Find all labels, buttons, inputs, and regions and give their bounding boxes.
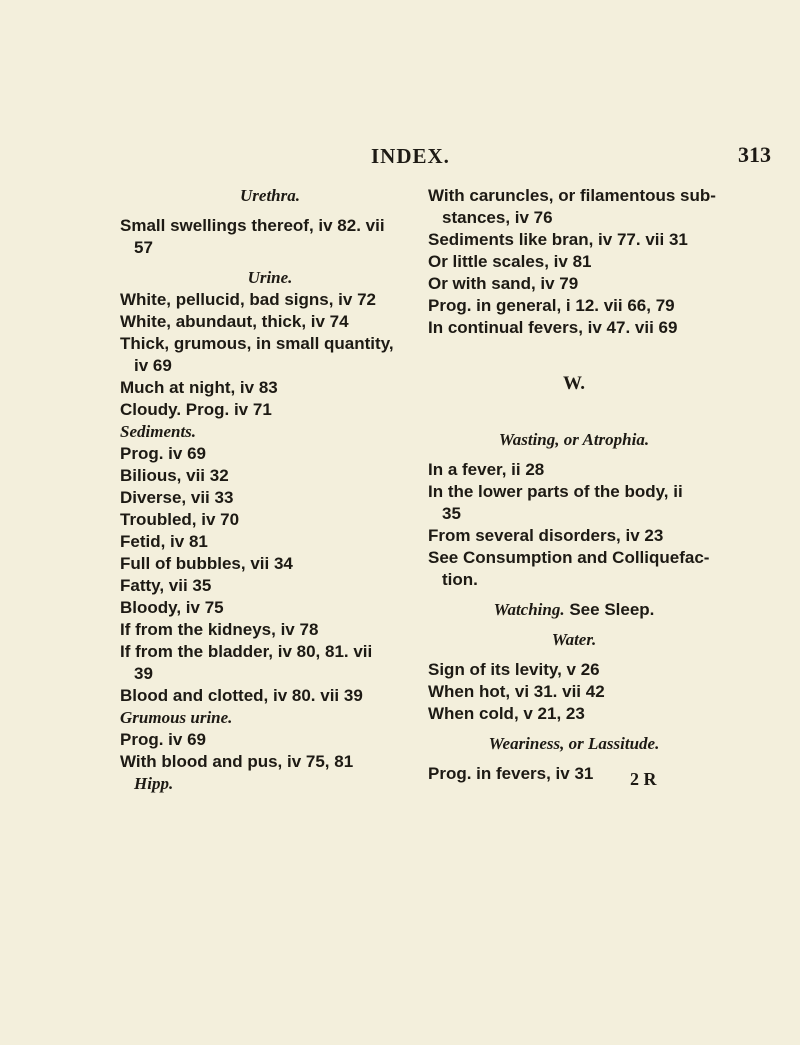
section-heading: Urethra. [240, 186, 300, 205]
index-entry: See Consumption and Colliquefac- [428, 548, 710, 567]
index-entry: In the lower parts of the body, ii [428, 482, 683, 501]
index-entry-continued: iv 69 [134, 356, 172, 375]
index-entry: Prog. in fevers, iv 31 [428, 764, 594, 783]
left-column [120, 185, 420, 795]
index-entry-continued: 39 [134, 664, 153, 683]
section-heading: Urine. [247, 268, 293, 287]
index-entry: With caruncles, or filamentous sub- [428, 186, 716, 205]
index-entry-continued: tion. [442, 570, 478, 589]
index-entry: Cloudy. Prog. iv 71 [120, 400, 272, 419]
page-number: 313 [738, 142, 771, 167]
letter-heading: W. [562, 373, 585, 394]
index-entry: Blood and clotted, iv 80. vii 39 [120, 686, 363, 705]
index-entry: Full of bubbles, vii 34 [120, 554, 293, 573]
index-entry: Troubled, iv 70 [120, 510, 240, 529]
section-heading: Watching. [493, 600, 565, 619]
index-entry: Fatty, vii 35 [120, 576, 212, 595]
right-column [428, 185, 720, 785]
index-entry: In continual fevers, iv 47. vii 69 [428, 318, 678, 337]
index-entry: Fetid, iv 81 [120, 532, 208, 551]
subsection-heading: Sediments. [120, 422, 197, 441]
index-entry: When cold, v 21, 23 [428, 704, 585, 723]
index-entry: Prog. iv 69 [120, 444, 206, 463]
index-entry: Much at night, iv 83 [120, 378, 278, 397]
section-heading: Weariness, or Lassitude. [488, 734, 660, 753]
index-entry: From several disorders, iv 23 [428, 526, 664, 545]
section-heading: Wasting, or Atrophia. [498, 430, 650, 449]
index-entry: Small swellings thereof, iv 82. vii [120, 216, 385, 235]
index-entry: White, abundaut, thick, iv 74 [120, 312, 349, 331]
index-entry: Prog. iv 69 [120, 730, 206, 749]
index-entry: When hot, vi 31. vii 42 [428, 682, 605, 701]
source-attribution: Hipp. [134, 774, 174, 793]
running-header: INDEX. [371, 144, 450, 168]
index-entry: Or with sand, iv 79 [428, 274, 579, 293]
index-entry: Sediments like bran, iv 77. vii 31 [428, 230, 688, 249]
index-entry: Bloody, iv 75 [120, 598, 224, 617]
section-heading: Water. [551, 630, 597, 649]
index-entry-continued: stances, iv 76 [442, 208, 553, 227]
index-entry-continued: 57 [134, 238, 153, 257]
index-entry: Bilious, vii 32 [120, 466, 229, 485]
cross-reference-row [428, 599, 720, 621]
catchword: 2 R [630, 769, 657, 789]
index-entry: White, pellucid, bad signs, iv 72 [120, 290, 376, 309]
index-entry: If from the bladder, iv 80, 81. vii [120, 642, 373, 661]
index-entry: Diverse, vii 33 [120, 488, 234, 507]
subsection-heading: Grumous urine. [120, 708, 233, 727]
index-entry: Thick, grumous, in small quantity, [120, 334, 394, 353]
index-entry: In a fever, ii 28 [428, 460, 545, 479]
index-entry: Prog. in general, i 12. vii 66, 79 [428, 296, 675, 315]
cross-reference: See Sleep. [569, 600, 655, 619]
index-entry-continued: 35 [442, 504, 461, 523]
index-entry: Sign of its levity, v 26 [428, 660, 600, 679]
index-entry: With blood and pus, iv 75, 81 [120, 752, 354, 771]
index-entry: If from the kidneys, iv 78 [120, 620, 319, 639]
index-entry: Or little scales, iv 81 [428, 252, 592, 271]
